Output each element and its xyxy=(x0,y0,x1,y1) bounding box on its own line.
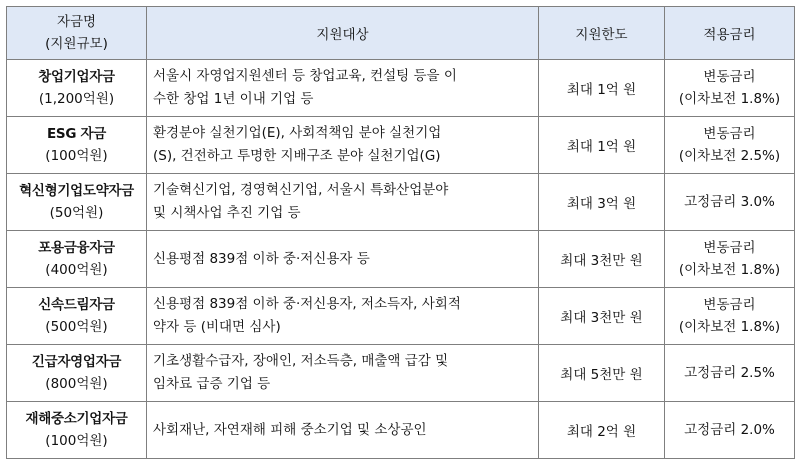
header-target: 지원대상 xyxy=(147,7,539,60)
target-text-line: 및 시책사업 추진 기업 등 xyxy=(153,205,301,221)
target-text-line: 서울시 자영업지원센터 등 창업교육, 컨설팅 등을 이 xyxy=(153,68,457,84)
target-text-line: 신용평점 839점 이하 중·저신용자 등 xyxy=(153,250,370,267)
limit-cell: 최대 3억 원 xyxy=(539,174,665,231)
rate-cell xyxy=(665,288,795,345)
fund-name-cell xyxy=(7,288,147,345)
rate-detail: (이차보전 1.8%) xyxy=(678,319,781,335)
target-cell xyxy=(147,231,539,288)
fund-scale: (100억원) xyxy=(45,433,108,449)
rate-type: 고정금리 3.0% xyxy=(684,194,775,210)
limit-cell: 최대 1억 원 xyxy=(539,117,665,174)
header-fund-name xyxy=(7,7,147,60)
target-cell xyxy=(147,117,539,174)
table-row xyxy=(7,345,795,402)
target-cell xyxy=(147,402,539,459)
target-cell xyxy=(147,60,539,117)
fund-name: ESG 자금 xyxy=(46,126,106,142)
fund-name: 긴급자영업자금 xyxy=(31,354,122,370)
header-fund-name-label: 자금명 xyxy=(56,14,97,30)
fund-name-cell xyxy=(7,174,147,231)
target-text-line: 임차료 급증 기업 등 xyxy=(153,376,271,392)
table-row xyxy=(7,174,795,231)
fund-name-cell xyxy=(7,117,147,174)
target-text-line: 기술혁신기업, 경영혁신기업, 서울시 특화산업분야 xyxy=(153,182,449,198)
rate-detail: (이차보전 2.5%) xyxy=(678,148,781,164)
fund-name-cell xyxy=(7,60,147,117)
fund-name: 창업기업자금 xyxy=(38,69,115,85)
rate-type: 고정금리 2.0% xyxy=(684,422,775,438)
fund-name: 혁신형기업도약자금 xyxy=(19,183,134,199)
header-rate: 적용금리 xyxy=(665,7,795,60)
table-row xyxy=(7,288,795,345)
target-text-line: 약자 등 (비대면 심사) xyxy=(153,319,281,335)
table-row xyxy=(7,231,795,288)
table-header-row xyxy=(7,7,795,60)
table-row xyxy=(7,402,795,459)
fund-scale: (500억원) xyxy=(45,319,108,335)
header-limit: 지원한도 xyxy=(539,7,665,60)
rate-type: 변동금리 xyxy=(703,297,756,313)
rate-type: 고정금리 2.5% xyxy=(684,365,775,381)
fund-name: 포용금융자금 xyxy=(38,240,115,256)
fund-scale: (100억원) xyxy=(45,148,108,164)
target-text-line: 수한 창업 1년 이내 기업 등 xyxy=(153,91,314,107)
target-text-line: 신용평점 839점 이하 중·저신용자, 저소득자, 사회적 xyxy=(153,296,461,312)
fund-scale: (1,200억원) xyxy=(38,91,115,107)
fund-name-cell xyxy=(7,345,147,402)
fund-name: 신속드림자금 xyxy=(38,297,115,313)
fund-name-cell xyxy=(7,402,147,459)
fund-name-cell xyxy=(7,231,147,288)
fund-scale: (50억원) xyxy=(49,205,104,221)
rate-cell xyxy=(665,345,795,402)
limit-cell: 최대 1억 원 xyxy=(539,60,665,117)
rate-detail: (이차보전 1.8%) xyxy=(678,91,781,107)
rate-cell xyxy=(665,60,795,117)
rate-type: 변동금리 xyxy=(703,126,756,142)
rate-type: 변동금리 xyxy=(703,69,756,85)
header-fund-scale-label: (지원규모) xyxy=(45,36,108,52)
target-text-line: (S), 건전하고 투명한 지배구조 분야 실천기업(G) xyxy=(153,148,441,164)
limit-cell: 최대 2억 원 xyxy=(539,402,665,459)
target-cell xyxy=(147,345,539,402)
target-text-line: 기초생활수급자, 장애인, 저소득층, 매출액 급감 및 xyxy=(153,353,449,369)
table-row xyxy=(7,60,795,117)
funding-table xyxy=(6,6,795,459)
target-cell xyxy=(147,288,539,345)
fund-scale: (800억원) xyxy=(45,376,108,392)
rate-cell xyxy=(665,174,795,231)
rate-type: 변동금리 xyxy=(703,240,756,256)
limit-cell: 최대 5천만 원 xyxy=(539,345,665,402)
rate-detail: (이차보전 1.8%) xyxy=(678,262,781,278)
table-row xyxy=(7,117,795,174)
fund-scale: (400억원) xyxy=(45,262,108,278)
target-text-line: 환경분야 실천기업(E), 사회적책임 분야 실천기업 xyxy=(153,125,442,141)
fund-name: 재해중소기업자금 xyxy=(25,411,128,427)
rate-cell xyxy=(665,402,795,459)
target-cell xyxy=(147,174,539,231)
rate-cell xyxy=(665,117,795,174)
limit-cell: 최대 3천만 원 xyxy=(539,231,665,288)
limit-cell: 최대 3천만 원 xyxy=(539,288,665,345)
target-text-line: 사회재난, 자연재해 피해 중소기업 및 소상공인 xyxy=(153,421,427,438)
rate-cell xyxy=(665,231,795,288)
